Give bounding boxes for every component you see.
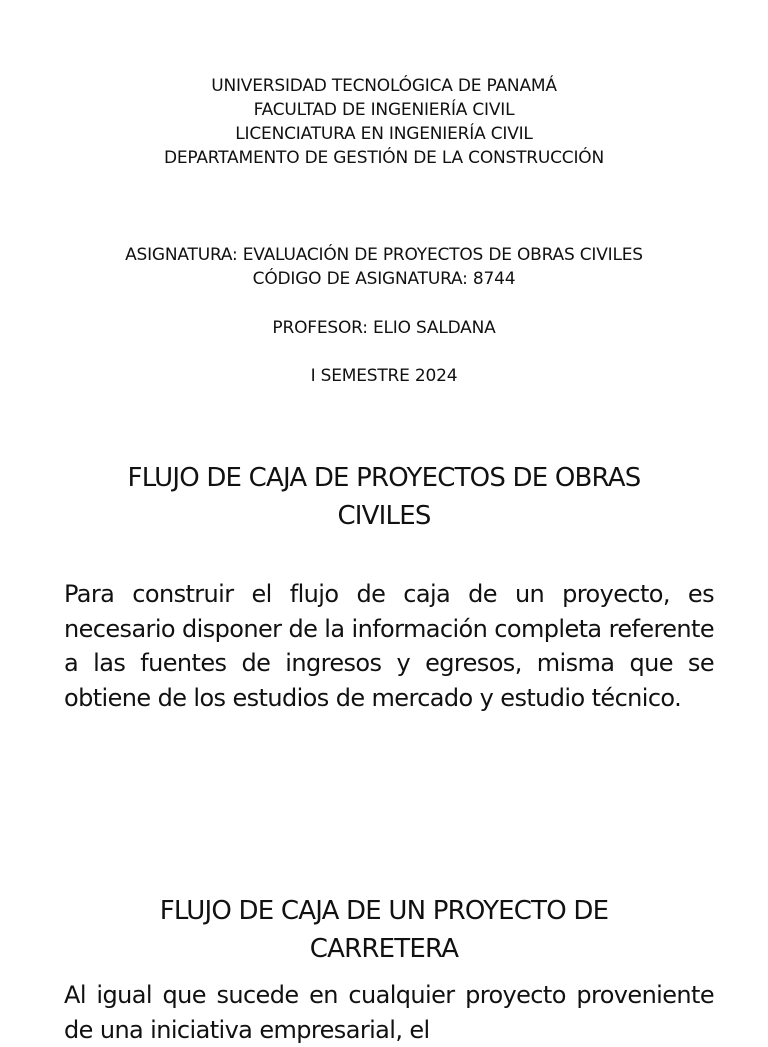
department-name: DEPARTAMENTO DE GESTIÓN DE LA CONSTRUCCIÓN (163, 148, 604, 168)
section-title-line: CARRETERA (309, 934, 459, 964)
subject-code: CÓDIGO DE ASIGNATURA: 8744 (252, 269, 516, 289)
section-title-line: FLUJO DE CAJA DE PROYECTOS DE OBRAS (127, 463, 641, 493)
course-info (0, 243, 768, 291)
section-paragraph-road-project: Al igual que sucede en cualquier proyecto proveniente de una iniciativa empresarial, el (64, 981, 714, 1044)
section-paragraph-cash-flow: Para construir el flujo de caja de un proyecto, es necesario disponer de la información completa referente a las fuentes de ingresos y egresos, misma que se obtiene de los estudios de mercado y estudio técnico. (64, 580, 714, 712)
professor-name: PROFESOR: ELIO SALDANA (272, 318, 496, 338)
professor-info (0, 316, 768, 340)
degree-name: LICENCIATURA EN INGENIERÍA CIVIL (235, 124, 533, 144)
section-title-cash-flow (0, 459, 768, 535)
semester-label: I SEMESTRE 2024 (310, 366, 458, 386)
section-title-line: CIVILES (337, 501, 431, 531)
faculty-name: FACULTAD DE INGENIERÍA CIVIL (253, 100, 515, 120)
section-title-road-project (0, 892, 768, 968)
subject-name: ASIGNATURA: EVALUACIÓN DE PROYECTOS DE OBRAS CIVILES (125, 245, 643, 265)
institution-header (0, 74, 768, 170)
section-title-line: FLUJO DE CAJA DE UN PROYECTO DE (159, 896, 609, 926)
university-name: UNIVERSIDAD TECNOLÓGICA DE PANAMÁ (211, 76, 557, 96)
semester-info (0, 364, 768, 388)
